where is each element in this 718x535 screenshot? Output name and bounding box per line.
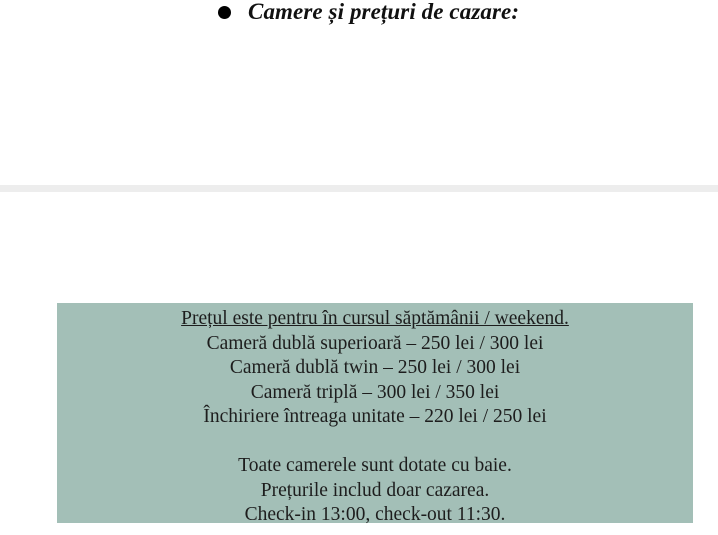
room-price-line: Cameră dublă twin – 250 lei / 300 lei [229,357,521,378]
room-price-line: Cameră dublă superioară – 250 lei / 300 lei [206,332,544,354]
note-line: Check-in 13:00, check-out 11:30. [244,504,506,525]
spacer [57,430,693,455]
note-line: Toate camerele sunt dotate cu baie. [238,455,512,476]
bullet-icon [218,6,231,19]
room-price-line: Cameră triplă – 300 lei / 350 lei [250,381,500,403]
price-info-box [57,303,693,523]
price-intro: Prețul este pentru în cursul săptămânii / weekend. [181,308,569,329]
room-price-line: Închiriere întreaga unitate – 220 lei / 250 lei [203,406,547,427]
heading-text: Camere și prețuri de cazare: [248,0,520,24]
page-divider [0,185,718,192]
note-line: Prețurile includ doar cazarea. [260,479,490,501]
section-heading [218,0,519,24]
